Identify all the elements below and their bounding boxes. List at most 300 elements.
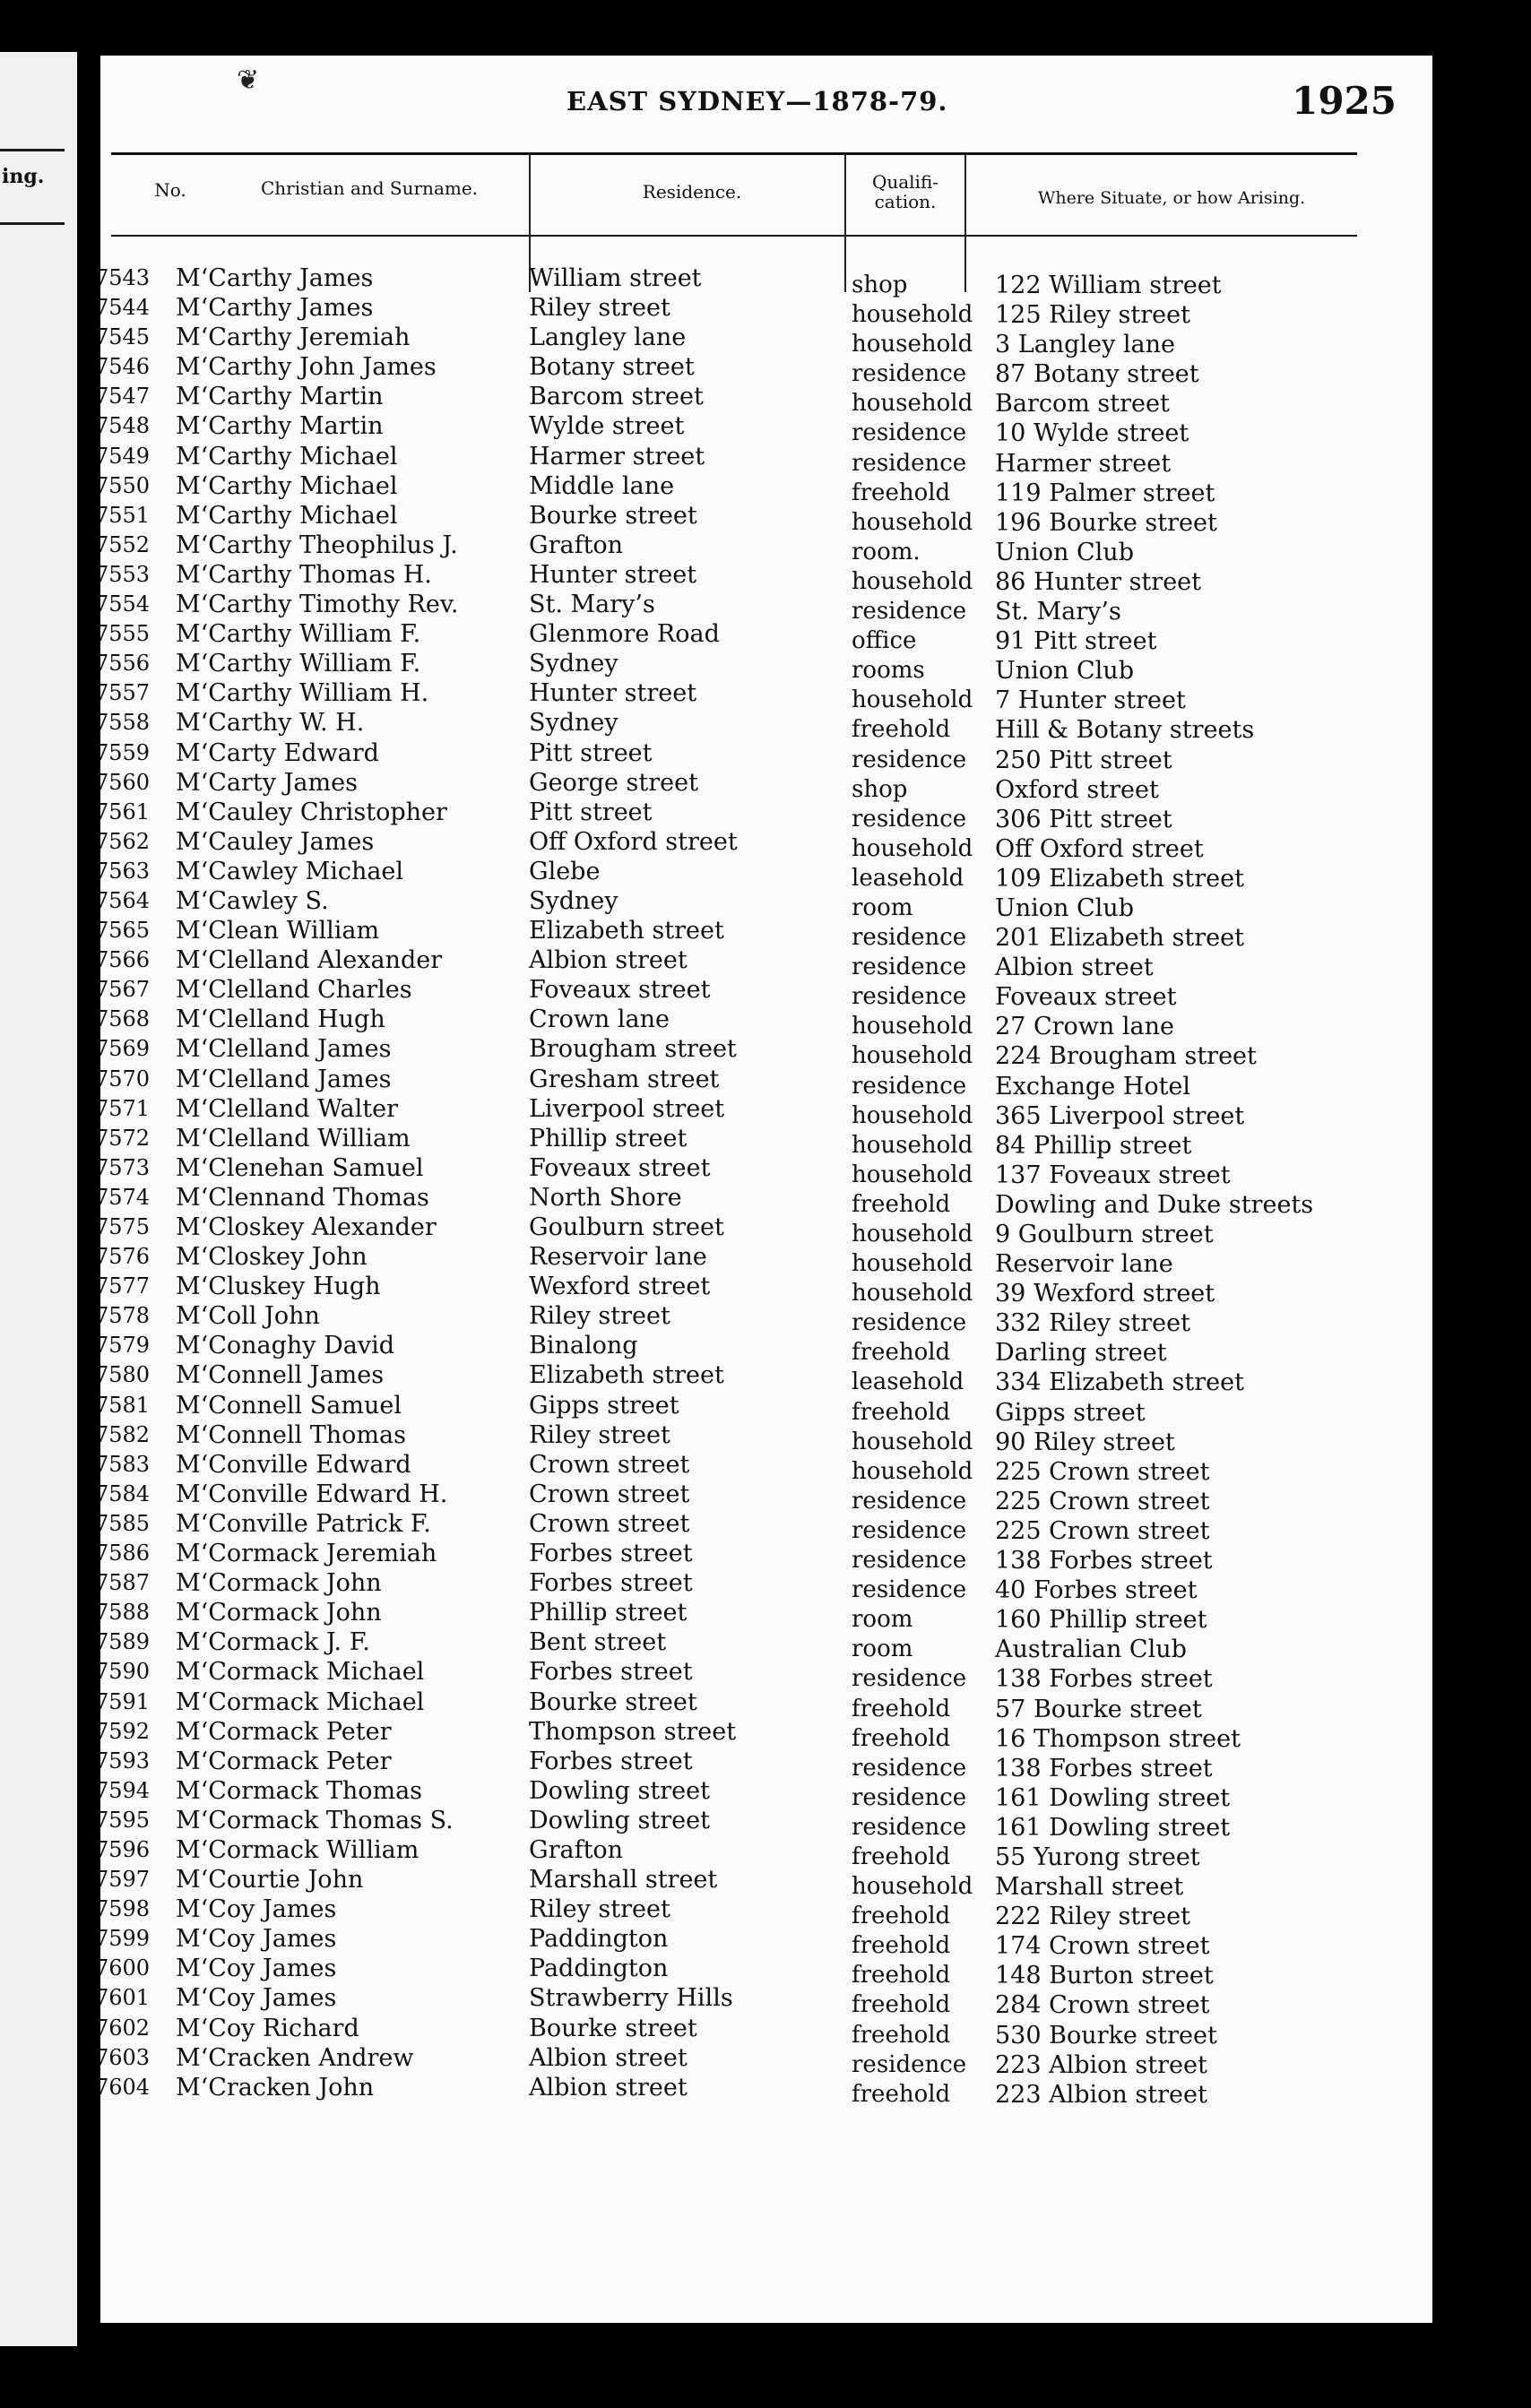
where-situate: 122 William street — [995, 272, 1222, 299]
elector-number: 7576 — [95, 1244, 151, 1270]
residence: Marshall street — [529, 1866, 718, 1894]
qualification: residence — [852, 1813, 967, 1841]
where-situate: 3 Langley lane — [995, 331, 1176, 359]
where-situate: 250 Pitt street — [995, 746, 1172, 774]
elector-number: 7563 — [95, 858, 151, 884]
table-row — [95, 768, 1432, 804]
where-situate: 332 Riley street — [995, 1309, 1190, 1338]
table-row — [95, 1539, 1432, 1575]
qualification: room — [852, 1606, 913, 1634]
elector-name: M‘Carthy John James — [176, 353, 437, 382]
elector-number: 7588 — [95, 1600, 151, 1626]
where-situate: 91 Pitt street — [995, 627, 1157, 656]
residence: Reservoir lane — [529, 1243, 707, 1272]
facing-page-edge — [0, 52, 77, 2346]
qualification: residence — [852, 598, 967, 626]
elector-name: M‘Coy James — [176, 1984, 337, 2013]
qualification: household — [852, 1221, 973, 1247]
qualification: freehold — [852, 479, 951, 506]
elector-name: M‘Clenehan Samuel — [176, 1153, 424, 1182]
residence: Bourke street — [529, 2014, 697, 2042]
table-row — [95, 590, 1432, 626]
table-row — [95, 1894, 1432, 1931]
residence: Bent street — [529, 1628, 667, 1657]
table-row — [95, 293, 1432, 330]
residence: William street — [529, 264, 702, 292]
qualification: freehold — [852, 1991, 951, 2019]
residence: Crown street — [529, 1509, 690, 1538]
where-situate: 119 Palmer street — [995, 479, 1215, 507]
where-situate: Marshall street — [995, 1873, 1184, 1902]
residence: Albion street — [529, 2043, 688, 2072]
table-row — [95, 1360, 1432, 1397]
where-situate: 7 Hunter street — [995, 686, 1186, 715]
elector-number: 7570 — [95, 1066, 151, 1092]
table-row — [95, 1509, 1432, 1545]
elector-name: M‘Connell Thomas — [176, 1420, 406, 1449]
qualification: household — [852, 1131, 973, 1159]
elector-number: 7595 — [95, 1807, 151, 1833]
elector-number: 7578 — [95, 1303, 151, 1329]
elector-number: 7549 — [95, 443, 151, 469]
page-title: EAST SYDNEY—1878-79. — [567, 86, 948, 117]
elector-name: M‘Clelland William — [176, 1124, 411, 1152]
elector-number: 7603 — [95, 2044, 151, 2070]
qualification: household — [852, 834, 973, 862]
residence: Riley street — [529, 294, 670, 323]
residence: Hunter street — [529, 679, 697, 708]
elector-name: M‘Cracken John — [176, 2073, 375, 2102]
elector-name: M‘Cormack Thomas S. — [176, 1806, 454, 1834]
elector-name: M‘Carthy William F. — [176, 620, 421, 649]
table-row — [95, 1776, 1432, 1812]
elector-number: 7557 — [95, 680, 151, 706]
table-row — [95, 442, 1432, 478]
elector-name: M‘Carthy James — [176, 294, 374, 323]
elector-number: 7558 — [95, 710, 151, 736]
elector-name: M‘Cawley Michael — [176, 857, 404, 885]
residence: Paddington — [529, 1955, 669, 1983]
qualification: household — [852, 1042, 973, 1070]
elector-number: 7602 — [95, 2015, 151, 2041]
where-situate: 284 Crown street — [995, 1991, 1210, 2020]
where-situate: 86 Hunter street — [995, 567, 1202, 596]
where-situate: Union Club — [995, 538, 1134, 566]
residence: Phillip street — [529, 1124, 688, 1152]
residence: Forbes street — [529, 1569, 693, 1598]
elector-name: M‘Clean William — [176, 917, 380, 945]
table-row — [95, 1005, 1432, 1041]
elector-name: M‘Closkey Alexander — [176, 1213, 437, 1241]
qualification: residence — [852, 924, 967, 952]
residence: Foveaux street — [529, 976, 711, 1005]
residence: Forbes street — [529, 1747, 693, 1775]
elector-name: M‘Cormack J. F. — [176, 1628, 370, 1657]
qualification: residence — [852, 2050, 967, 2078]
qualification: residence — [852, 1072, 967, 1100]
register-page — [95, 56, 1432, 2323]
table-row — [95, 619, 1432, 656]
where-situate: Off Oxford street — [995, 834, 1204, 863]
elector-name: M‘Carthy William H. — [176, 679, 429, 708]
elector-number: 7600 — [95, 1955, 151, 1981]
table-row — [95, 975, 1432, 1012]
qualification: residence — [852, 954, 967, 981]
residence: Elizabeth street — [529, 917, 724, 945]
qualification: residence — [852, 1783, 967, 1811]
residence: Bourke street — [529, 1687, 697, 1716]
qualification: freehold — [852, 1398, 951, 1426]
where-situate: 148 Burton street — [995, 1962, 1214, 1990]
elector-name: M‘Coy James — [176, 1895, 337, 1924]
where-situate: 138 Forbes street — [995, 1547, 1213, 1575]
residence: Wylde street — [529, 412, 685, 441]
where-situate: 137 Foveaux street — [995, 1161, 1231, 1189]
residence: Brougham street — [529, 1035, 737, 1064]
elector-name: M‘Cormack John — [176, 1569, 382, 1598]
elector-number: 7581 — [95, 1392, 151, 1418]
table-row — [95, 382, 1432, 419]
qualification: freehold — [852, 2021, 951, 2049]
elector-name: M‘Cormack Peter — [176, 1717, 392, 1746]
qualification: household — [852, 1250, 973, 1278]
qualification: room — [852, 893, 913, 921]
table-row — [95, 1213, 1432, 1248]
elector-number: 7572 — [95, 1125, 151, 1151]
residence: Hunter street — [529, 560, 697, 589]
elector-name: M‘Conville Edward H. — [176, 1480, 448, 1508]
elector-number: 7601 — [95, 1985, 151, 2011]
elector-number: 7554 — [95, 591, 151, 617]
table-row — [95, 1717, 1432, 1753]
qualification: freehold — [852, 2080, 951, 2108]
qualification: residence — [852, 1487, 967, 1515]
elector-number: 7592 — [95, 1718, 151, 1744]
elector-name: M‘Carthy Thomas H. — [176, 560, 432, 589]
table-row — [95, 1924, 1432, 1961]
residence: Riley street — [529, 1420, 670, 1449]
table-row — [95, 323, 1432, 359]
table-row — [95, 1391, 1432, 1427]
elector-number: 7587 — [95, 1570, 151, 1596]
table-row — [95, 708, 1432, 745]
residence: Pitt street — [529, 798, 653, 826]
qualification: leasehold — [852, 864, 964, 892]
residence: Elizabeth street — [529, 1361, 724, 1390]
elector-name: M‘Cormack Jeremiah — [176, 1540, 437, 1568]
qualification: freehold — [852, 1903, 951, 1930]
where-situate: 125 Riley street — [995, 301, 1190, 330]
elector-name: M‘Cormack Thomas — [176, 1776, 423, 1805]
where-situate: 222 Riley street — [995, 1903, 1190, 1931]
elector-number: 7590 — [95, 1659, 151, 1685]
elector-name: M‘Carthy W. H. — [176, 709, 365, 738]
residence: St. Mary’s — [529, 591, 655, 619]
residence: Grafton — [529, 1835, 624, 1864]
elector-number: 7559 — [95, 739, 151, 765]
table-row — [95, 945, 1432, 982]
residence: Glebe — [529, 857, 601, 885]
qualification: household — [852, 1428, 973, 1455]
elector-number: 7598 — [95, 1896, 151, 1922]
elector-number: 7567 — [95, 977, 151, 1003]
elector-name: M‘Cawley S. — [176, 886, 329, 915]
elector-number: 7599 — [95, 1926, 151, 1952]
table-row — [95, 560, 1432, 596]
table-row — [95, 1065, 1432, 1100]
table-row — [95, 411, 1432, 448]
qualification: residence — [852, 1309, 967, 1337]
elector-name: M‘Carty Edward — [176, 738, 379, 767]
elector-number: 7573 — [95, 1154, 151, 1180]
residence: Sydney — [529, 886, 618, 915]
where-situate: 223 Albion street — [995, 2050, 1207, 2079]
qualification: household — [852, 567, 973, 595]
table-row — [95, 678, 1432, 715]
elector-number: 7593 — [95, 1748, 151, 1774]
qualification: freehold — [852, 1190, 951, 1218]
where-situate: 57 Bourke street — [995, 1695, 1202, 1723]
elector-number: 7566 — [95, 947, 151, 973]
elector-number: 7555 — [95, 621, 151, 647]
where-situate: 138 Forbes street — [995, 1754, 1213, 1782]
table-row — [95, 352, 1432, 389]
residence: Crown street — [529, 1480, 690, 1508]
table-row — [95, 2073, 1432, 2109]
residence: Strawberry Hills — [529, 1984, 733, 2013]
where-situate: 109 Elizabeth street — [995, 864, 1244, 893]
qualification: residence — [852, 1576, 967, 1604]
qualification: freehold — [852, 1695, 951, 1722]
elector-number: 7565 — [95, 918, 151, 944]
table-row — [95, 1272, 1432, 1308]
qualification: rooms — [852, 657, 925, 685]
residence: Riley street — [529, 1895, 670, 1924]
elector-name: M‘Carthy Michael — [176, 501, 398, 530]
where-situate: 161 Dowling street — [995, 1813, 1231, 1842]
elector-number: 7582 — [95, 1421, 151, 1447]
where-situate: 306 Pitt street — [995, 805, 1172, 833]
table-row — [95, 263, 1432, 299]
elector-name: M‘Cormack Peter — [176, 1747, 392, 1775]
where-situate: 27 Crown lane — [995, 1013, 1174, 1041]
qualification: freehold — [852, 1339, 951, 1367]
qualification: household — [852, 1457, 973, 1485]
page-number: 1925 — [1292, 79, 1397, 123]
where-situate: 10 Wylde street — [995, 419, 1189, 448]
table-row — [95, 1124, 1432, 1160]
table-row — [95, 1687, 1432, 1723]
elector-name: M‘Carty James — [176, 768, 358, 797]
table-row — [95, 1183, 1432, 1219]
qualification: leasehold — [852, 1368, 964, 1396]
table-row — [95, 1420, 1432, 1456]
table-row — [95, 501, 1432, 537]
table-row — [95, 1480, 1432, 1515]
elector-number: 7579 — [95, 1333, 151, 1359]
residence: Middle lane — [529, 471, 675, 500]
qualification: room — [852, 1636, 913, 1663]
qualification: household — [852, 390, 973, 418]
table-row — [95, 1627, 1432, 1664]
elector-name: M‘Cluskey Hugh — [176, 1273, 381, 1301]
elector-name: M‘Connell Samuel — [176, 1391, 402, 1420]
where-situate: Dowling and Duke streets — [995, 1190, 1314, 1219]
elector-name: M‘Clelland Hugh — [176, 1005, 385, 1034]
elector-name: M‘Carthy James — [176, 264, 374, 292]
elector-number: 7575 — [95, 1214, 151, 1239]
elector-name: M‘Carthy Michael — [176, 471, 398, 500]
where-situate: Reservoir lane — [995, 1250, 1173, 1279]
residence: Bourke street — [529, 501, 697, 530]
where-situate: 40 Forbes street — [995, 1576, 1198, 1605]
elector-name: M‘Cormack William — [176, 1835, 420, 1864]
where-situate: Union Club — [995, 657, 1134, 686]
where-situate: 224 Brougham street — [995, 1042, 1257, 1071]
qualification: residence — [852, 1665, 967, 1693]
where-situate: 87 Botany street — [995, 360, 1199, 389]
column-header-residence: Residence. — [642, 181, 742, 203]
elector-number: 7544 — [95, 295, 151, 321]
elector-number: 7553 — [95, 561, 151, 587]
residence: Sydney — [529, 709, 618, 738]
elector-name: M‘Clelland Alexander — [176, 946, 443, 975]
facing-page-rule — [0, 222, 65, 225]
elector-name: M‘Carthy William F. — [176, 650, 421, 678]
table-row — [95, 1657, 1432, 1694]
table-row — [95, 1598, 1432, 1635]
where-situate: 365 Liverpool street — [995, 1101, 1245, 1130]
table-row — [95, 1301, 1432, 1338]
table-row — [95, 1034, 1432, 1071]
residence: Off Oxford street — [529, 827, 738, 856]
column-header-qualification: Qualifi- cation. — [871, 171, 939, 212]
where-situate: 161 Dowling street — [995, 1783, 1231, 1812]
where-situate: 225 Crown street — [995, 1487, 1210, 1515]
table-row — [95, 1094, 1432, 1130]
elector-number: 7591 — [95, 1688, 151, 1714]
where-situate: Australian Club — [995, 1636, 1187, 1664]
residence: Harmer street — [529, 442, 705, 470]
qualification: freehold — [852, 716, 951, 744]
elector-number: 7547 — [95, 384, 151, 410]
qualification: household — [852, 331, 973, 358]
where-situate: 201 Elizabeth street — [995, 924, 1244, 953]
elector-name: M‘Carthy Timothy Rev. — [176, 591, 459, 619]
elector-number: 7552 — [95, 531, 151, 557]
table-row — [95, 2043, 1432, 2079]
elector-name: M‘Courtie John — [176, 1866, 364, 1894]
elector-name: M‘Connell James — [176, 1361, 385, 1390]
qualification: household — [852, 301, 973, 329]
where-situate: Harmer street — [995, 449, 1172, 478]
elector-number: 7585 — [95, 1510, 151, 1536]
voter-list — [95, 263, 1432, 2109]
elector-number: 7562 — [95, 828, 151, 854]
residence: Albion street — [529, 946, 688, 975]
elector-number: 7564 — [95, 887, 151, 913]
table-row — [95, 1242, 1432, 1279]
qualification: residence — [852, 1516, 967, 1544]
where-situate: 84 Phillip street — [995, 1131, 1192, 1160]
elector-name: M‘Cracken Andrew — [176, 2043, 414, 2072]
where-situate: 9 Goulburn street — [995, 1221, 1214, 1248]
residence: Botany street — [529, 353, 695, 382]
where-situate: Foveaux street — [995, 983, 1177, 1012]
residence: Liverpool street — [529, 1094, 725, 1123]
table-row — [95, 1747, 1432, 1782]
elector-number: 7556 — [95, 651, 151, 677]
residence: Foveaux street — [529, 1153, 711, 1182]
residence: Glenmore Road — [529, 620, 720, 649]
table-row — [95, 1806, 1432, 1842]
residence: Crown lane — [529, 1005, 670, 1034]
where-situate: 334 Elizabeth street — [995, 1368, 1244, 1397]
table-row — [95, 2014, 1432, 2050]
elector-number: 7586 — [95, 1541, 151, 1566]
where-situate: 16 Thompson street — [995, 1724, 1241, 1753]
elector-number: 7561 — [95, 798, 151, 824]
residence: Binalong — [529, 1332, 638, 1360]
table-row — [95, 916, 1432, 953]
elector-number: 7577 — [95, 1273, 151, 1299]
residence: Dowling street — [529, 1776, 710, 1805]
qualification: household — [852, 508, 973, 536]
table-row — [95, 1835, 1432, 1871]
elector-name: M‘Coy Richard — [176, 2014, 359, 2042]
qualification: room. — [852, 538, 921, 565]
table-row — [95, 1568, 1432, 1605]
elector-number: 7551 — [95, 502, 151, 528]
elector-number: 7546 — [95, 354, 151, 380]
facing-page-header-fragment: ing. — [2, 165, 45, 188]
where-situate: Albion street — [995, 954, 1154, 982]
elector-name: M‘Clelland James — [176, 1035, 392, 1064]
where-situate: 39 Wexford street — [995, 1280, 1215, 1308]
elector-name: M‘Carthy Theophilus J. — [176, 531, 458, 559]
table-row — [95, 1954, 1432, 1990]
qualification: residence — [852, 746, 967, 773]
qualification: residence — [852, 419, 967, 447]
qualification: shop — [852, 272, 908, 298]
qualification: freehold — [852, 1724, 951, 1752]
column-header-name: Christian and Surname. — [260, 177, 479, 199]
elector-name: M‘Conaghy David — [176, 1332, 395, 1360]
where-situate: Gipps street — [995, 1398, 1146, 1427]
residence: Grafton — [529, 531, 624, 559]
qualification: household — [852, 1873, 973, 1901]
elector-number: 7548 — [95, 413, 151, 439]
elector-number: 7543 — [95, 265, 151, 290]
elector-number: 7571 — [95, 1095, 151, 1121]
elector-name: M‘Clelland Charles — [176, 976, 412, 1005]
elector-name: M‘Carthy Martin — [176, 412, 384, 441]
elector-number: 7574 — [95, 1184, 151, 1210]
header-bottom-rule — [111, 235, 1357, 237]
residence: Crown street — [529, 1450, 690, 1479]
residence: Forbes street — [529, 1658, 693, 1687]
where-situate: 530 Bourke street — [995, 2021, 1217, 2050]
where-situate: Exchange Hotel — [995, 1072, 1191, 1100]
qualification: household — [852, 686, 973, 714]
elector-number: 7589 — [95, 1629, 151, 1655]
table-row — [95, 1865, 1432, 1902]
residence: Wexford street — [529, 1273, 711, 1301]
elector-number: 7569 — [95, 1036, 151, 1062]
residence: Albion street — [529, 2073, 688, 2102]
table-row — [95, 1983, 1432, 2020]
table-row — [95, 827, 1432, 863]
